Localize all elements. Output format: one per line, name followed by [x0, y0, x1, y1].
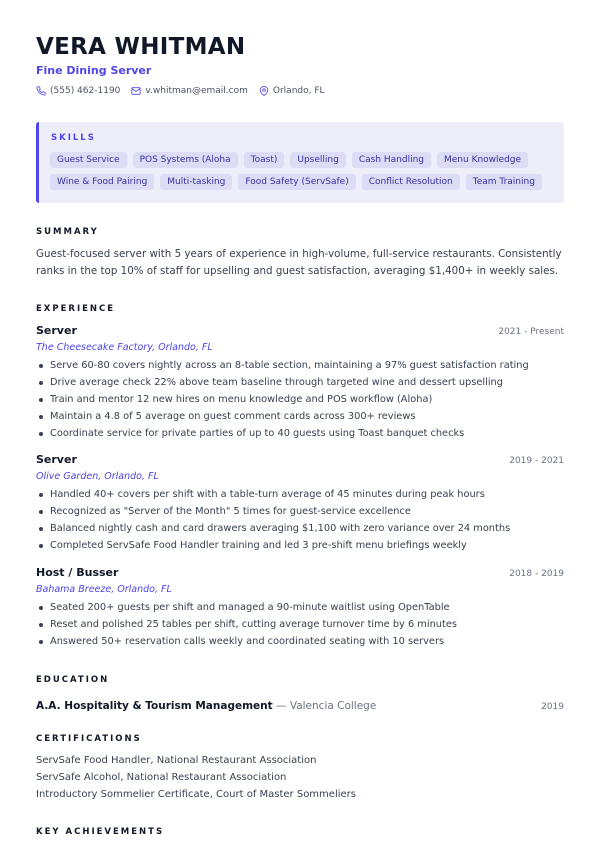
skill-chip: Wine & Food Pairing: [50, 174, 154, 190]
skill-chip: Multi-tasking: [160, 174, 232, 190]
bullet-item: Reset and polished 25 tables per shift, cutting average turnover time by 6 minutes: [36, 616, 564, 633]
job-title: Server: [36, 453, 77, 466]
job-entry: [36, 566, 564, 650]
bullet-item: Completed ServSafe Food Handler training and led 3 pre-shift menu briefings weekly: [36, 537, 564, 554]
certification-item: ServSafe Food Handler, National Restaurant Association: [36, 755, 317, 766]
bullet-item: Balanced nightly cash and card drawers averaging $1,100 with zero variance over 24 months: [36, 520, 564, 537]
bullet-item: Recognized as "Server of the Month" 5 times for guest-service excellence: [36, 503, 564, 520]
education-year: 2019: [541, 702, 564, 712]
job-title: Server: [36, 324, 77, 337]
bullet-item: Answered 50+ reservation calls weekly and coordinated seating with 10 servers: [36, 633, 564, 650]
job-bullets: [36, 486, 564, 554]
education-entry: [36, 694, 564, 713]
achievements-heading: KEY ACHIEVEMENTS: [36, 827, 165, 837]
experience-heading: EXPERIENCE: [36, 304, 116, 314]
mail-icon: [131, 86, 141, 96]
job-title: Host / Busser: [36, 566, 119, 579]
summary-text: Guest-focused server with 5 years of experience in high-volume, full-service restaurants. Consistently ranks in the top 10% of staff for upselling and guest satisfaction, averaging $1,400+ in weekly sales.: [36, 248, 562, 277]
skills-heading: SKILLS: [51, 133, 96, 143]
certifications-heading: CERTIFICATIONS: [36, 734, 142, 744]
candidate-name: VERA WHITMAN: [36, 34, 246, 60]
job-entry: [36, 324, 564, 442]
job-entry: [36, 453, 564, 554]
job-company: Olive Garden, Orlando, FL: [36, 471, 159, 482]
contact-email[interactable]: [131, 86, 247, 96]
skill-chip: Cash Handling: [352, 152, 431, 168]
contact-row: [36, 86, 336, 96]
phone-icon: [36, 86, 46, 96]
skill-chip: Food Safety (ServSafe): [238, 174, 355, 190]
skill-chip: Toast): [244, 152, 285, 168]
certifications-list: [36, 752, 564, 803]
bullet-item: Maintain a 4.8 of 5 average on guest comment cards across 300+ reviews: [36, 408, 564, 425]
summary-heading: SUMMARY: [36, 227, 99, 237]
job-dates: 2019 - 2021: [509, 456, 564, 466]
skill-chip: Team Training: [466, 174, 542, 190]
education-degree: A.A. Hospitality & Tourism Management: [36, 700, 273, 712]
job-bullets: [36, 599, 564, 650]
location-pin-icon: [259, 86, 269, 96]
email-text: v.whitman@email.com: [145, 86, 248, 96]
skills-list: [50, 152, 550, 196]
candidate-role: Fine Dining Server: [36, 64, 152, 77]
certification-item: ServSafe Alcohol, National Restaurant Association: [36, 772, 287, 783]
location-text: Orlando, FL: [272, 86, 325, 96]
job-company: The Cheesecake Factory, Orlando, FL: [36, 342, 213, 353]
job-dates: 2021 - Present: [498, 327, 564, 337]
skills-panel: [36, 122, 564, 203]
bullet-item: Serve 60-80 covers nightly across an 8-table section, maintaining a 97% guest satisfaction rating: [36, 357, 564, 374]
skill-chip: Guest Service: [50, 152, 127, 168]
certification-item: Introductory Sommelier Certificate, Court of Master Sommeliers: [36, 789, 356, 800]
job-company: Bahama Breeze, Orlando, FL: [36, 584, 172, 595]
bullet-item: Coordinate service for private parties of up to 40 guests using Toast banquet checks: [36, 425, 564, 442]
contact-phone: [36, 86, 120, 96]
education-school: — Valencia College: [272, 700, 377, 712]
phone-text: (555) 462-1190: [50, 86, 121, 96]
job-bullets: [36, 357, 564, 442]
skill-chip: POS Systems (Aloha: [133, 152, 238, 168]
bullet-item: Drive average check 22% above team baseline through targeted wine and dessert upselling: [36, 374, 564, 391]
bullet-item: Train and mentor 12 new hires on menu knowledge and POS workflow (Aloha): [36, 391, 564, 408]
job-dates: 2018 - 2019: [509, 569, 564, 579]
bullet-item: Seated 200+ guests per shift and managed a 90-minute waitlist using OpenTable: [36, 599, 564, 616]
education-heading: EDUCATION: [36, 675, 110, 685]
skill-chip: Menu Knowledge: [437, 152, 528, 168]
bullet-item: Handled 40+ covers per shift with a table-turn average of 45 minutes during peak hours: [36, 486, 564, 503]
contact-location: [259, 86, 325, 96]
skill-chip: Upselling: [290, 152, 345, 168]
skill-chip: Conflict Resolution: [362, 174, 460, 190]
